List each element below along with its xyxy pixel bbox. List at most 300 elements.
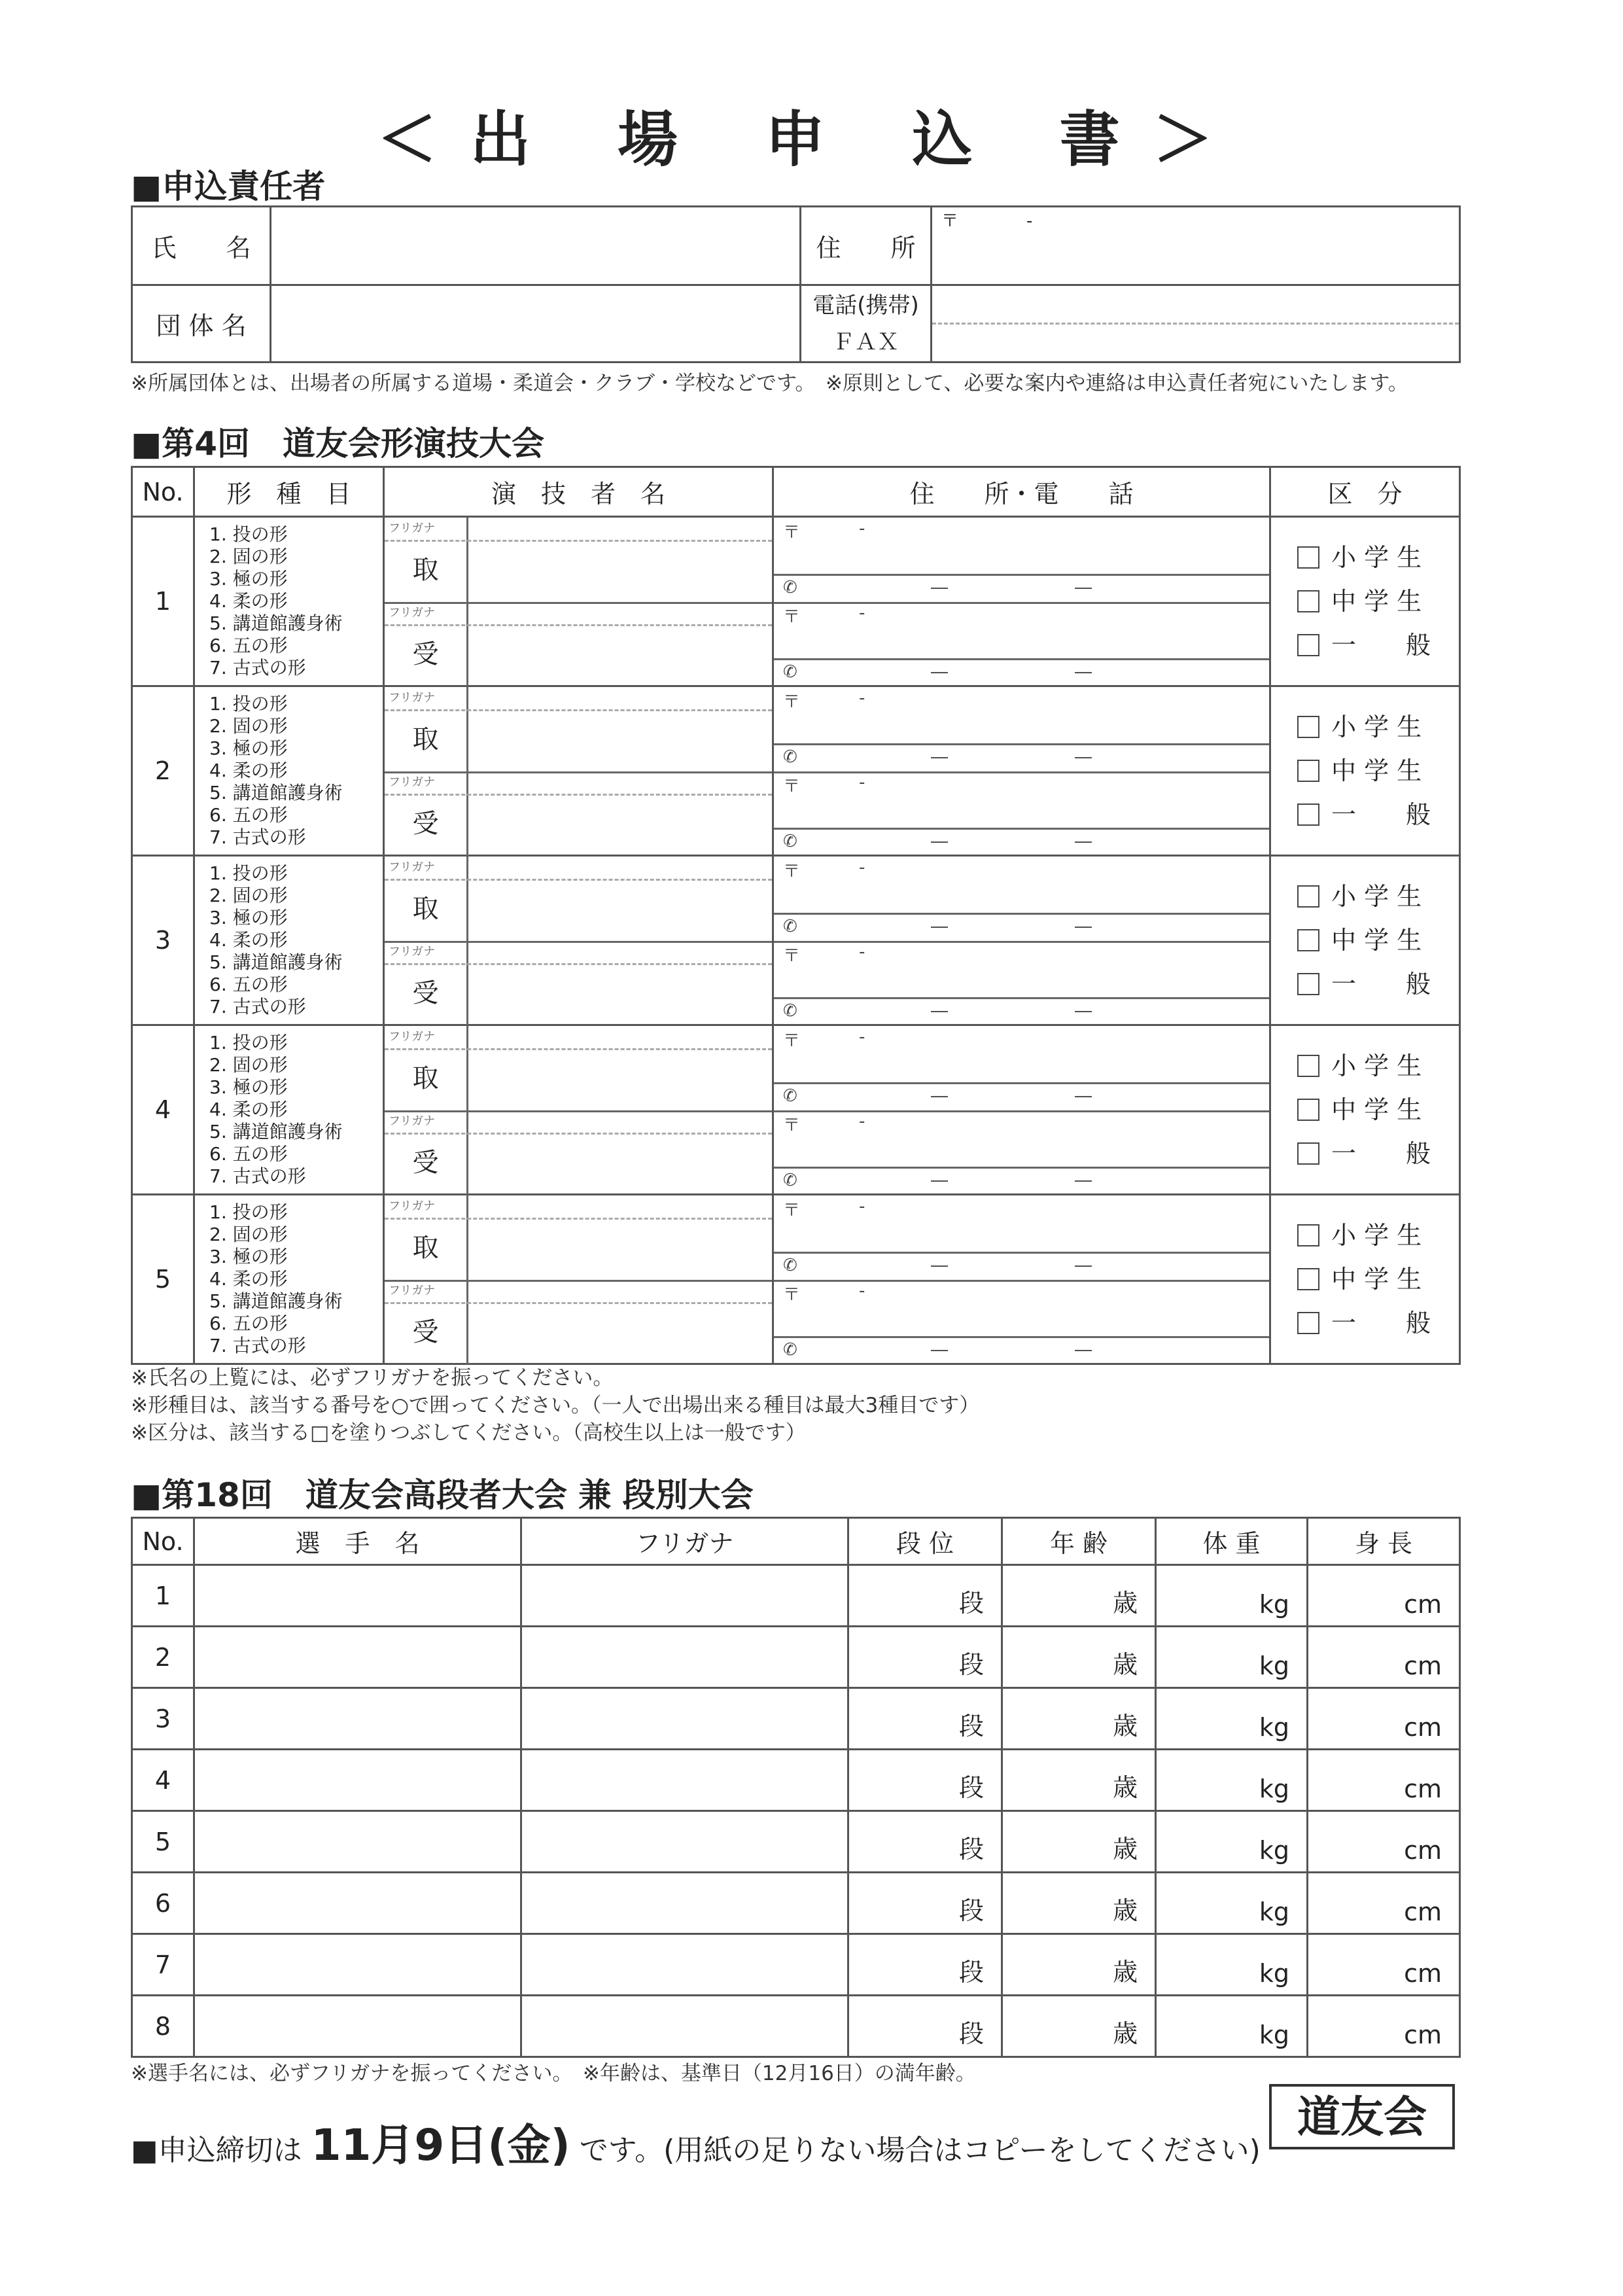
category-label: 中 学 生 — [1331, 925, 1422, 955]
category-options — [1270, 1195, 1460, 1364]
phone-dash: ― — [931, 917, 948, 936]
kata-type-option[interactable]: 7. 古式の形 — [209, 826, 306, 848]
postal-dash: - — [859, 1112, 865, 1131]
player-name-field[interactable] — [194, 1873, 521, 1934]
unit-label: kg — [1259, 1713, 1289, 1742]
player-furigana-field[interactable] — [521, 1873, 848, 1934]
category-label: 小 学 生 — [1331, 1051, 1422, 1080]
kata-type-list[interactable] — [194, 1195, 384, 1364]
category-option[interactable] — [1297, 624, 1459, 667]
kata-type-list[interactable] — [194, 686, 384, 856]
furigana-divider — [385, 963, 772, 965]
kata-type-option[interactable]: 5. 講道館護身術 — [209, 1121, 343, 1142]
weight-field[interactable] — [1156, 1996, 1308, 2057]
kata-note-3: ※区分は、該当する□を塗りつぶしてください。（高校生以上は一般です） — [131, 1421, 806, 1445]
fax-label: ＦＡＸ — [832, 328, 899, 355]
kata-row-number: 5 — [132, 1195, 194, 1364]
phone-icon: ✆ — [783, 1171, 797, 1190]
category-option[interactable] — [1297, 1258, 1459, 1301]
performer-uke-label-cell — [385, 602, 468, 686]
kata-type-option[interactable]: 2. 固の形 — [209, 715, 288, 737]
kata-type-option[interactable]: 3. 極の形 — [209, 1076, 288, 1098]
category-label: 一 般 — [1331, 630, 1431, 660]
category-option[interactable] — [1297, 963, 1459, 1006]
group-label: 団 体 名 — [132, 285, 271, 362]
dan-row-number: 5 — [132, 1811, 194, 1873]
age-field[interactable] — [1002, 1873, 1156, 1934]
category-label: 一 般 — [1331, 1308, 1431, 1337]
furigana-label: フリガナ — [389, 521, 436, 535]
group-field[interactable] — [271, 285, 801, 362]
performer-tori[interactable] — [385, 1195, 772, 1282]
furigana-label: フリガナ — [389, 1030, 436, 1044]
deadline-suffix: です。(用紙の足りない場合はコピーをしてください) — [579, 2134, 1261, 2167]
furigana-label: フリガナ — [389, 1284, 436, 1298]
kata-header-type: 形 種 目 — [194, 467, 384, 517]
weight-field[interactable] — [1156, 1750, 1308, 1811]
performer-tori-label-cell — [385, 1195, 468, 1280]
dan-row-number: 7 — [132, 1934, 194, 1996]
postal-mark: 〒 — [783, 777, 801, 796]
kata-type-option[interactable]: 6. 五の形 — [209, 974, 288, 995]
address-phone-divider — [774, 1336, 1269, 1338]
performer-uke-label-cell — [385, 1280, 468, 1364]
unit-label: cm — [1404, 1713, 1442, 1742]
kata-type-option[interactable]: 1. 投の形 — [209, 1201, 288, 1223]
postal-dash: - — [859, 1281, 865, 1301]
performer-tori[interactable] — [385, 857, 772, 943]
performer-tori[interactable] — [385, 687, 772, 773]
unit-label: 歳 — [1112, 1958, 1138, 1987]
furigana-divider — [385, 540, 772, 542]
performer-names — [384, 517, 773, 686]
performer-address-phone — [773, 517, 1270, 686]
performer-role: 取 — [412, 555, 439, 585]
player-name-field[interactable] — [194, 1565, 521, 1627]
performer-role: 取 — [412, 724, 439, 754]
performer-role: 取 — [412, 1063, 439, 1093]
kata-type-option[interactable]: 2. 固の形 — [209, 885, 288, 906]
category-option[interactable] — [1297, 705, 1459, 749]
player-furigana-field[interactable] — [521, 1627, 848, 1688]
weight-field[interactable] — [1156, 1811, 1308, 1873]
furigana-label: フリガナ — [389, 775, 436, 789]
category-checkbox[interactable] — [1297, 1268, 1319, 1290]
performer-tori-label-cell — [385, 857, 468, 941]
performer-separator — [774, 941, 1269, 943]
dan-header-name: 選 手 名 — [194, 1518, 521, 1565]
rank-field[interactable] — [848, 1565, 1002, 1627]
phone-dash: ― — [931, 1340, 948, 1360]
table-row — [132, 1627, 1460, 1688]
kata-type-option[interactable]: 5. 講道館護身術 — [209, 612, 343, 634]
unit-label: 段 — [958, 1958, 984, 1987]
postal-dash: - — [859, 1027, 865, 1047]
age-field[interactable] — [1002, 1996, 1156, 2057]
performer-uke-label-cell — [385, 771, 468, 856]
deadline — [131, 2110, 1261, 2172]
kata-row-number: 2 — [132, 686, 194, 856]
kata-type-option[interactable]: 4. 柔の形 — [209, 929, 288, 951]
category-option[interactable] — [1297, 919, 1459, 963]
kata-header-name: 演 技 者 名 — [384, 467, 773, 517]
age-field[interactable] — [1002, 1750, 1156, 1811]
player-name-field[interactable] — [194, 1750, 521, 1811]
category-label: 小 学 生 — [1331, 881, 1422, 911]
kata-type-option[interactable]: 6. 五の形 — [209, 1313, 288, 1334]
age-field[interactable] — [1002, 1688, 1156, 1750]
kata-type-option[interactable]: 5. 講道館護身術 — [209, 1290, 343, 1312]
kata-type-option[interactable]: 6. 五の形 — [209, 1143, 288, 1165]
performer-uke[interactable] — [385, 602, 772, 686]
category-checkbox[interactable] — [1297, 1142, 1319, 1165]
performer-separator — [774, 1110, 1269, 1112]
performer-address-phone — [773, 1195, 1270, 1364]
height-field[interactable] — [1308, 1565, 1460, 1627]
kata-row — [132, 517, 1460, 686]
category-option[interactable] — [1297, 1301, 1459, 1345]
phone-fax-label — [801, 285, 932, 362]
category-checkbox[interactable] — [1297, 1099, 1319, 1121]
height-field[interactable] — [1308, 1688, 1460, 1750]
category-option[interactable] — [1297, 875, 1459, 919]
unit-label: 歳 — [1112, 1712, 1138, 1740]
address-phone-divider — [774, 1252, 1269, 1254]
performer-separator — [774, 771, 1269, 773]
kata-type-list[interactable] — [194, 517, 384, 686]
phone-dash: ― — [931, 1171, 948, 1190]
phone-icon: ✆ — [783, 1256, 797, 1275]
address-phone-divider — [774, 1082, 1269, 1084]
height-field[interactable] — [1308, 1934, 1460, 1996]
postal-dash: - — [859, 1197, 865, 1216]
table-row — [132, 1688, 1460, 1750]
furigana-divider — [385, 1218, 772, 1220]
kata-row-number: 1 — [132, 517, 194, 686]
address-phone-divider — [774, 743, 1269, 745]
kata-header-category: 区 分 — [1270, 467, 1460, 517]
age-field[interactable] — [1002, 1934, 1156, 1996]
phone-dash: ― — [1075, 832, 1092, 851]
height-field[interactable] — [1308, 1996, 1460, 2057]
performer-names — [384, 1195, 773, 1364]
kata-type-option[interactable]: 3. 極の形 — [209, 737, 288, 759]
furigana-label: フリガナ — [389, 606, 436, 620]
phone-dash: ― — [931, 662, 948, 682]
kata-header-address: 住 所・電 話 — [773, 467, 1270, 517]
table-row — [132, 1811, 1460, 1873]
phone-dash: ― — [931, 578, 948, 597]
unit-label: 段 — [958, 1896, 984, 1925]
phone-dash: ― — [1075, 917, 1092, 936]
applicant-table — [131, 205, 1461, 363]
performer-address-phone — [773, 856, 1270, 1025]
kata-type-option[interactable]: 2. 固の形 — [209, 1224, 288, 1245]
kata-table — [131, 466, 1461, 1365]
rank-field[interactable] — [848, 1627, 1002, 1688]
kata-type-option[interactable]: 5. 講道館護身術 — [209, 951, 343, 973]
weight-field[interactable] — [1156, 1627, 1308, 1688]
performer-role: 受 — [412, 809, 439, 839]
unit-label: kg — [1259, 1590, 1289, 1619]
performer-uke-label-cell — [385, 1110, 468, 1195]
kata-row — [132, 1025, 1460, 1195]
performer-role: 取 — [412, 1233, 439, 1263]
performer-role: 取 — [412, 894, 439, 924]
player-furigana-field[interactable] — [521, 1996, 848, 2057]
performer-tori[interactable] — [385, 1026, 772, 1112]
table-row — [132, 1873, 1460, 1934]
rank-field[interactable] — [848, 1996, 1002, 2057]
age-field[interactable] — [1002, 1627, 1156, 1688]
category-option[interactable] — [1297, 1044, 1459, 1088]
category-checkbox[interactable] — [1297, 1224, 1319, 1246]
category-label: 小 学 生 — [1331, 712, 1422, 741]
unit-label: 歳 — [1112, 1589, 1138, 1617]
table-row — [132, 1934, 1460, 1996]
kata-type-option[interactable]: 5. 講道館護身術 — [209, 782, 343, 804]
kata-type-option[interactable]: 3. 極の形 — [209, 568, 288, 590]
kata-type-option[interactable]: 1. 投の形 — [209, 693, 288, 715]
unit-label: 段 — [958, 1712, 984, 1740]
kata-header-no: No. — [132, 467, 194, 517]
phone-dash: ― — [1075, 747, 1092, 767]
height-field[interactable] — [1308, 1873, 1460, 1934]
player-name-field[interactable] — [194, 1627, 521, 1688]
category-label: 一 般 — [1331, 1139, 1431, 1168]
player-name-field[interactable] — [194, 1688, 521, 1750]
kata-type-option[interactable]: 6. 五の形 — [209, 804, 288, 826]
table-row — [132, 1750, 1460, 1811]
category-checkbox[interactable] — [1297, 634, 1319, 656]
player-furigana-field[interactable] — [521, 1688, 848, 1750]
dan-header-rank: 段 位 — [848, 1518, 1002, 1565]
performer-uke-label-cell — [385, 941, 468, 1025]
kata-type-option[interactable]: 7. 古式の形 — [209, 1335, 306, 1356]
phone-icon: ✆ — [783, 917, 797, 936]
category-option[interactable] — [1297, 536, 1459, 580]
performer-uke[interactable] — [385, 1110, 772, 1195]
dan-header-no: No. — [132, 1518, 194, 1565]
dan-header-age: 年 齢 — [1002, 1518, 1156, 1565]
unit-label: cm — [1404, 1898, 1442, 1926]
category-label: 一 般 — [1331, 800, 1431, 829]
applicant-note: ※所属団体とは、出場者の所属する道場・柔道会・クラブ・学校などです。 ※原則として、必要な案内や連絡は申込責任者宛にいたします。 — [131, 372, 1408, 395]
kata-type-option[interactable]: 7. 古式の形 — [209, 657, 306, 679]
name-field[interactable] — [271, 207, 801, 285]
unit-label: 段 — [958, 2019, 984, 2048]
rank-field[interactable] — [848, 1750, 1002, 1811]
phone-icon: ✆ — [783, 578, 797, 597]
postal-dash: - — [859, 942, 865, 962]
kata-type-option[interactable]: 2. 固の形 — [209, 1054, 288, 1076]
phone-dash: ― — [931, 1086, 948, 1106]
performer-address-phone — [773, 686, 1270, 856]
unit-label: 段 — [958, 1773, 984, 1802]
category-options — [1270, 1025, 1460, 1195]
performer-names — [384, 856, 773, 1025]
phone-dash: ― — [931, 1001, 948, 1021]
rank-field[interactable] — [848, 1811, 1002, 1873]
performer-uke[interactable] — [385, 771, 772, 856]
furigana-divider — [385, 709, 772, 711]
kata-type-option[interactable]: 4. 柔の形 — [209, 590, 288, 612]
height-field[interactable] — [1308, 1627, 1460, 1688]
phone-dash: ― — [1075, 662, 1092, 682]
unit-label: 歳 — [1112, 1835, 1138, 1863]
category-options — [1270, 517, 1460, 686]
kata-type-option[interactable]: 1. 投の形 — [209, 862, 288, 884]
kata-row — [132, 686, 1460, 856]
address-phone-divider — [774, 997, 1269, 999]
furigana-divider — [385, 624, 772, 626]
category-checkbox[interactable] — [1297, 929, 1319, 951]
category-option[interactable] — [1297, 749, 1459, 793]
table-row — [132, 1996, 1460, 2057]
performer-uke[interactable] — [385, 1280, 772, 1364]
furigana-label: フリガナ — [389, 1114, 436, 1128]
performer-role: 受 — [412, 1148, 439, 1178]
unit-label: 歳 — [1112, 1896, 1138, 1925]
furigana-divider — [385, 879, 772, 881]
category-checkbox[interactable] — [1297, 885, 1319, 908]
postal-mark: 〒 — [783, 523, 801, 542]
phone-icon: ✆ — [783, 1086, 797, 1106]
category-checkbox[interactable] — [1297, 546, 1319, 569]
category-label: 中 学 生 — [1331, 1095, 1422, 1124]
performer-names — [384, 1025, 773, 1195]
kata-type-option[interactable]: 1. 投の形 — [209, 523, 288, 545]
age-field[interactable] — [1002, 1811, 1156, 1873]
kata-type-option[interactable]: 4. 柔の形 — [209, 1099, 288, 1120]
kata-type-option[interactable]: 4. 柔の形 — [209, 1268, 288, 1290]
kata-type-option[interactable]: 7. 古式の形 — [209, 1165, 306, 1187]
category-checkbox[interactable] — [1297, 1055, 1319, 1077]
address-phone-divider — [774, 828, 1269, 830]
category-label: 一 般 — [1331, 969, 1431, 998]
unit-label: kg — [1259, 2021, 1289, 2049]
player-name-field[interactable] — [194, 1934, 521, 1996]
player-furigana-field[interactable] — [521, 1811, 848, 1873]
performer-uke[interactable] — [385, 941, 772, 1025]
phone-icon: ✆ — [783, 1340, 797, 1360]
player-name-field[interactable] — [194, 1811, 521, 1873]
category-option[interactable] — [1297, 1214, 1459, 1258]
phone-dash: ― — [1075, 1086, 1092, 1106]
category-checkbox[interactable] — [1297, 716, 1319, 738]
performer-role: 受 — [412, 1317, 439, 1347]
kata-type-option[interactable]: 6. 五の形 — [209, 635, 288, 656]
kata-type-list[interactable] — [194, 1025, 384, 1195]
address-label: 住 所 — [801, 207, 932, 285]
performer-tori-label-cell — [385, 1026, 468, 1110]
dan-header-furigana: フリガナ — [521, 1518, 848, 1565]
kata-heading: ■第4回 道友会形演技大会 — [131, 425, 545, 463]
height-field[interactable] — [1308, 1750, 1460, 1811]
phone-fax-field[interactable] — [932, 285, 1460, 362]
phone-fax-divider — [932, 323, 1459, 325]
category-checkbox[interactable] — [1297, 1312, 1319, 1334]
address-field[interactable]: 〒 - — [932, 207, 1460, 285]
kata-type-option[interactable]: 2. 固の形 — [209, 546, 288, 567]
postal-mark: 〒 — [783, 1285, 801, 1305]
unit-label: 段 — [958, 1589, 984, 1617]
deadline-prefix: ■申込締切は — [131, 2134, 302, 2167]
postal-dash: - — [859, 603, 865, 623]
kata-row-number: 3 — [132, 856, 194, 1025]
category-option[interactable] — [1297, 1132, 1459, 1176]
deadline-date: 11月9日(金) — [311, 2120, 570, 2170]
dan-row-number: 3 — [132, 1688, 194, 1750]
unit-label: 歳 — [1112, 1773, 1138, 1802]
unit-label: kg — [1259, 1775, 1289, 1803]
category-checkbox[interactable] — [1297, 973, 1319, 995]
category-option[interactable] — [1297, 793, 1459, 837]
postal-mark: 〒 — [783, 1031, 801, 1051]
kata-type-option[interactable]: 3. 極の形 — [209, 907, 288, 928]
phone-dash: ― — [1075, 578, 1092, 597]
kata-type-option[interactable]: 1. 投の形 — [209, 1032, 288, 1053]
height-field[interactable] — [1308, 1811, 1460, 1873]
rank-field[interactable] — [848, 1934, 1002, 1996]
phone-dash: ― — [1075, 1340, 1092, 1360]
category-label: 中 学 生 — [1331, 1264, 1422, 1294]
dan-row-number: 1 — [132, 1565, 194, 1627]
kata-type-list[interactable] — [194, 856, 384, 1025]
postal-mark: 〒 — [783, 692, 801, 712]
phone-dash: ― — [931, 1256, 948, 1275]
category-option[interactable] — [1297, 1088, 1459, 1132]
dan-note: ※選手名には、必ずフリガナを振ってください。 ※年齢は、基準日（12月16日）の満年齢。 — [131, 2062, 976, 2085]
name-label: 氏 名 — [132, 207, 271, 285]
kata-type-option[interactable]: 4. 柔の形 — [209, 760, 288, 781]
age-field[interactable] — [1002, 1565, 1156, 1627]
weight-field[interactable] — [1156, 1688, 1308, 1750]
rank-field[interactable] — [848, 1873, 1002, 1934]
category-options — [1270, 686, 1460, 856]
player-furigana-field[interactable] — [521, 1565, 848, 1627]
kata-row — [132, 856, 1460, 1025]
furigana-divider — [385, 794, 772, 796]
player-furigana-field[interactable] — [521, 1750, 848, 1811]
phone-icon: ✆ — [783, 747, 797, 767]
postal-dash: - — [859, 858, 865, 877]
category-checkbox[interactable] — [1297, 804, 1319, 826]
kata-type-option[interactable]: 3. 極の形 — [209, 1246, 288, 1267]
postal-mark: 〒 — [783, 607, 801, 627]
player-furigana-field[interactable] — [521, 1934, 848, 1996]
unit-label: cm — [1404, 1590, 1442, 1619]
performer-separator — [774, 602, 1269, 604]
rank-field[interactable] — [848, 1688, 1002, 1750]
furigana-divider — [385, 1302, 772, 1304]
player-name-field[interactable] — [194, 1996, 521, 2057]
kata-type-option[interactable]: 7. 古式の形 — [209, 996, 306, 1017]
unit-label: cm — [1404, 2021, 1442, 2049]
category-option[interactable] — [1297, 580, 1459, 624]
category-label: 中 学 生 — [1331, 756, 1422, 785]
weight-field[interactable] — [1156, 1873, 1308, 1934]
postal-mark: 〒 — [783, 946, 801, 966]
category-checkbox[interactable] — [1297, 760, 1319, 782]
category-checkbox[interactable] — [1297, 590, 1319, 612]
weight-field[interactable] — [1156, 1565, 1308, 1627]
performer-tori[interactable] — [385, 518, 772, 604]
kata-note-2: ※形種目は、該当する番号を○で囲ってください。（一人で出場出来る種目は最大3種目です） — [131, 1394, 980, 1417]
dan-row-number: 2 — [132, 1627, 194, 1688]
dan-row-number: 6 — [132, 1873, 194, 1934]
weight-field[interactable] — [1156, 1934, 1308, 1996]
